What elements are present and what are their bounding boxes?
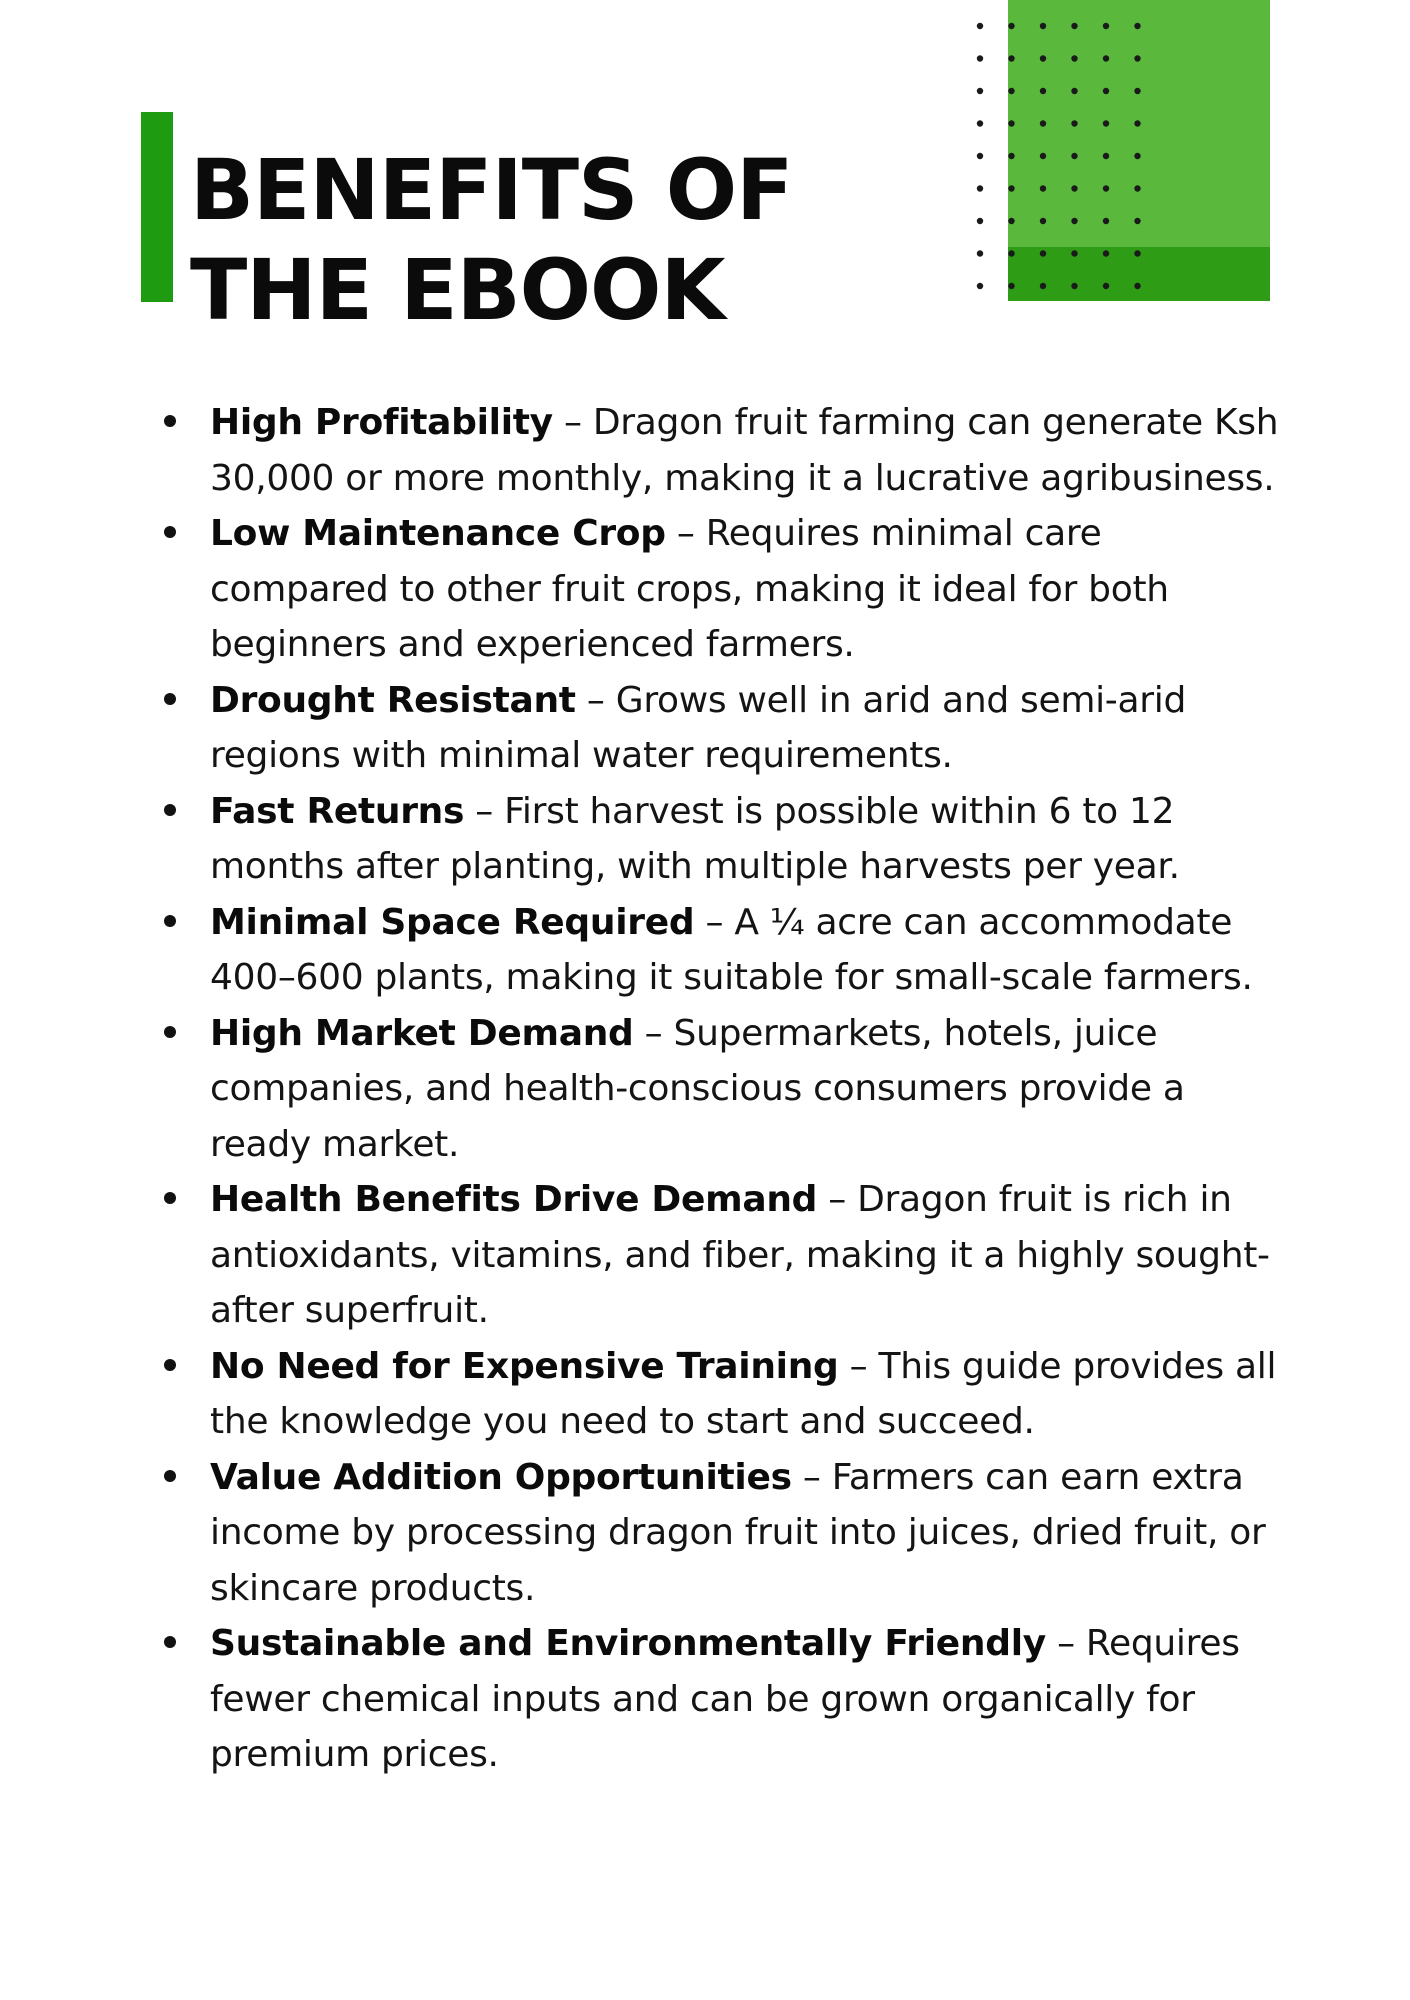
decor-dot xyxy=(1008,250,1014,256)
benefit-term: Fast Returns xyxy=(210,790,465,832)
decor-dot xyxy=(1008,153,1014,159)
bullet-icon xyxy=(164,1026,176,1038)
benefit-description: Dragon fruit is rich in antioxidants, vitamins, and fiber, making it a highly sought-after superfruit. xyxy=(210,1179,1270,1331)
decor-dot xyxy=(1071,250,1077,256)
benefit-term: High Market Demand xyxy=(210,1012,634,1054)
benefit-separator: – xyxy=(791,1456,832,1498)
decor-dot xyxy=(1134,153,1140,159)
benefit-description: This guide provides all the knowledge you need to start and succeed. xyxy=(210,1345,1277,1442)
decor-dot xyxy=(1008,218,1014,224)
decor-dot xyxy=(1008,185,1014,191)
decor-dot xyxy=(1103,185,1109,191)
decor-dot xyxy=(1103,23,1109,29)
benefit-term: Sustainable and Environmentally Friendly xyxy=(210,1623,1046,1664)
page-title: BENEFITS OF THE EBOOK xyxy=(190,141,793,339)
decor-dot xyxy=(1008,23,1014,29)
benefit-description: A ¼ acre can accommodate 400–600 plants, making it suitable for small-scale farmers. xyxy=(210,901,1253,998)
bullet-icon xyxy=(164,415,176,427)
decor-dot xyxy=(1040,250,1046,256)
benefit-item xyxy=(160,395,1280,506)
bullet-icon xyxy=(164,915,176,927)
decor-dot xyxy=(1040,218,1046,224)
benefit-item xyxy=(160,784,1280,895)
decor-dot xyxy=(1071,153,1077,159)
benefit-description: First harvest is possible within 6 to 12 months after planting, with multiple harvests per year. xyxy=(210,790,1180,887)
decor-dot xyxy=(1071,185,1077,191)
decor-dot xyxy=(977,153,983,159)
decor-dot xyxy=(1134,55,1140,61)
benefit-item xyxy=(160,895,1280,1006)
decor-dot xyxy=(977,283,983,289)
decor-dot xyxy=(1071,88,1077,94)
benefit-separator: – xyxy=(838,1345,879,1387)
bullet-icon xyxy=(164,1359,176,1371)
decor-dot xyxy=(1134,88,1140,94)
dot-grid-pattern xyxy=(960,14,1160,304)
benefit-separator: – xyxy=(633,1012,674,1054)
bullet-icon xyxy=(164,1192,176,1204)
benefits-list xyxy=(160,395,1280,1783)
benefit-item xyxy=(160,673,1280,784)
decor-dot xyxy=(1071,218,1077,224)
decor-dot xyxy=(1040,185,1046,191)
decor-dot xyxy=(977,55,983,61)
decor-dot xyxy=(1103,283,1109,289)
decor-dot xyxy=(1040,88,1046,94)
decor-dot xyxy=(1134,185,1140,191)
decor-dot xyxy=(1103,120,1109,126)
benefit-description: Dragon fruit farming can generate Ksh 30,000 or more monthly, making it a lucrative agribusiness. xyxy=(210,402,1279,499)
decor-dot xyxy=(1134,250,1140,256)
benefit-separator: – xyxy=(575,679,616,721)
decor-dot xyxy=(1071,55,1077,61)
decor-dot xyxy=(1040,23,1046,29)
benefit-description: Requires minimal care compared to other fruit crops, making it ideal for both beginners and experienced farmers. xyxy=(210,513,1169,665)
decor-dot xyxy=(1008,55,1014,61)
benefit-term: Minimal Space Required xyxy=(210,901,695,943)
decor-dot xyxy=(977,23,983,29)
decor-dot xyxy=(1134,283,1140,289)
title-accent-bar xyxy=(141,112,173,302)
bullet-icon xyxy=(164,526,176,538)
decor-dot xyxy=(1134,23,1140,29)
benefit-description: Farmers can earn extra income by processing dragon fruit into juices, dried fruit, or skincare products. xyxy=(210,1456,1266,1609)
benefit-separator: – xyxy=(665,513,706,554)
benefit-item xyxy=(160,1006,1280,1173)
decor-dot xyxy=(1134,218,1140,224)
decor-dot xyxy=(1040,153,1046,159)
decor-dot xyxy=(1103,218,1109,224)
decor-dot xyxy=(977,250,983,256)
decor-dot xyxy=(1103,88,1109,94)
benefit-separator: – xyxy=(552,402,593,443)
benefit-term: Value Addition Opportunities xyxy=(210,1456,792,1498)
decor-dot xyxy=(977,88,983,94)
decor-dot xyxy=(1071,120,1077,126)
decor-dot xyxy=(1071,23,1077,29)
decor-dot xyxy=(1008,283,1014,289)
benefit-description: Supermarkets, hotels, juice companies, and health-conscious consumers provide a ready market. xyxy=(210,1012,1185,1165)
benefit-term: Drought Resistant xyxy=(210,679,576,721)
decor-dot xyxy=(1008,120,1014,126)
decor-dot xyxy=(1071,283,1077,289)
benefit-term: No Need for Expensive Training xyxy=(210,1345,839,1387)
benefit-item xyxy=(160,1339,1280,1450)
corner-decoration xyxy=(960,0,1280,310)
benefit-term: Health Benefits Drive Demand xyxy=(210,1179,818,1220)
bullet-icon xyxy=(164,693,176,705)
benefit-description: Grows well in arid and semi-arid regions with minimal water requirements. xyxy=(210,679,1187,776)
decor-dot xyxy=(977,218,983,224)
decor-dot xyxy=(1103,250,1109,256)
benefit-description: Requires fewer chemical inputs and can be grown organically for premium prices. xyxy=(210,1623,1240,1775)
decor-dot xyxy=(1040,120,1046,126)
benefit-separator: – xyxy=(1045,1623,1086,1664)
benefit-separator: – xyxy=(817,1179,858,1220)
bullet-icon xyxy=(164,1470,176,1482)
benefit-item xyxy=(160,506,1280,673)
decor-dot xyxy=(1103,153,1109,159)
decor-dot xyxy=(977,185,983,191)
decor-dot xyxy=(1008,88,1014,94)
benefit-term: High Profitability xyxy=(210,402,553,443)
benefit-item xyxy=(160,1450,1280,1617)
decor-dot xyxy=(1103,55,1109,61)
bullet-icon xyxy=(164,804,176,816)
benefit-separator: – xyxy=(464,790,505,832)
bullet-icon xyxy=(164,1636,176,1648)
decor-dot xyxy=(1134,120,1140,126)
decor-dot xyxy=(1040,283,1046,289)
benefit-item xyxy=(160,1616,1280,1783)
benefit-item xyxy=(160,1172,1280,1339)
decor-dot xyxy=(977,120,983,126)
benefit-term: Low Maintenance Crop xyxy=(210,513,666,554)
benefit-separator: – xyxy=(694,901,735,943)
decor-dot xyxy=(1040,55,1046,61)
